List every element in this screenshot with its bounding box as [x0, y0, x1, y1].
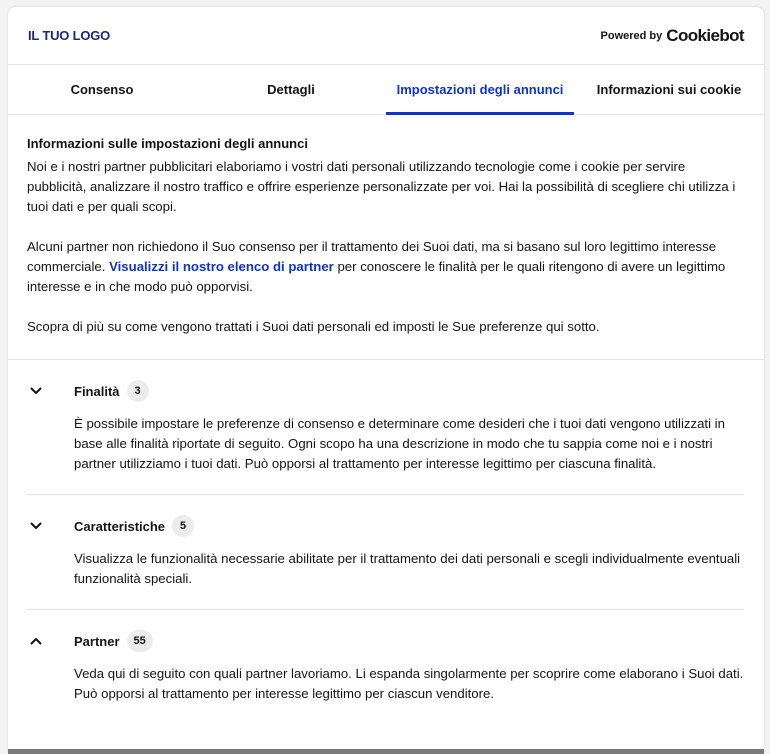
cookie-consent-dialog: [8, 7, 764, 754]
chevron-down-icon[interactable]: [27, 387, 74, 395]
section-description: Veda qui di seguito con quali partner lavoriamo. Li espanda singolarmente per scoprire come elaborano i Suoi dati. Può opporsi al trattamento per interesse legittimo per ciascun venditore.: [74, 666, 744, 701]
section-partner: [27, 610, 744, 724]
tab-content-scroll[interactable]: [8, 115, 764, 754]
tab-consenso[interactable]: Consenso: [70, 82, 134, 97]
chevron-up-icon[interactable]: [27, 637, 74, 645]
count-badge: 55: [127, 630, 153, 652]
cookiebot-logo: Cookiebot: [666, 25, 744, 45]
intro-paragraph-1: Noi e i nostri partner pubblicitari elaboriamo i vostri dati personali utilizzando tecnologie come i cookie per servire pubblicità, analizzare il nostro traffico e offrire esperienze personalizzate per voi. Hai la possibilità di scegliere chi utilizza i tuoi dati e per quali scopi.: [27, 159, 736, 214]
section-caratteristiche: [27, 495, 744, 610]
intro-title: Informazioni sulle impostazioni degli annunci: [27, 136, 308, 151]
count-badge: 5: [172, 515, 194, 537]
site-logo: IL TUO LOGO: [28, 28, 111, 43]
section-finalita: [27, 360, 744, 495]
intro-paragraph-3: Scopra di più su come vengono trattati i Suoi dati personali ed imposti le Sue preferenze qui sotto.: [27, 319, 600, 334]
tab-impostazioni-annunci[interactable]: Impostazioni degli annunci: [386, 65, 574, 114]
section-description: È possibile impostare le preferenze di consenso e determinare come desideri che i tuoi dati vengono utilizzati in base alle finalità riportate di seguito. Ogni scopo ha una descrizione in modo che tu sappia come noi e i nostri partner utilizziamo i tuoi dati. Può opporsi al trattamento per interesse legittimo per ciascuna finalità.: [74, 416, 725, 471]
tab-bar: [8, 65, 764, 115]
section-title: Caratteristiche: [74, 518, 166, 534]
dialog-header: [8, 7, 764, 65]
powered-by-label: Powered by: [600, 29, 663, 42]
intro-p2-before: Alcuni partner non richiedono il Suo consenso per il trattamento dei Suoi dati, ma si basano sul loro legittimo interesse commerciale.: [27, 239, 717, 274]
section-partner-toggle[interactable]: [27, 630, 744, 652]
bottom-edge-bar: [8, 749, 764, 754]
intro-p2-after: per conoscere le finalità per le quali ritengono di avere un legittimo interesse e in che modo può opporvisi.: [27, 259, 726, 294]
section-description: Visualizza le funzionalità necessarie abilitate per il trattamento dei dati personali e scegli individualmente eventuali funzionalità speciali.: [74, 551, 741, 586]
count-badge: 3: [127, 380, 149, 402]
tab-informazioni-cookie[interactable]: Informazioni sui cookie: [596, 82, 742, 97]
intro-paragraph-2: [27, 237, 744, 297]
section-title: Finalità: [74, 383, 120, 399]
tab-dettagli[interactable]: Dettagli: [267, 82, 315, 97]
partner-list-link[interactable]: Visualizzi il nostro elenco di partner: [109, 259, 334, 274]
powered-by-cookiebot[interactable]: [601, 26, 744, 46]
chevron-down-icon[interactable]: [27, 522, 74, 530]
section-title: Partner: [74, 633, 120, 649]
section-finalita-toggle[interactable]: [27, 380, 744, 402]
section-caratteristiche-toggle[interactable]: [27, 515, 744, 537]
ad-settings-intro: [8, 115, 764, 360]
